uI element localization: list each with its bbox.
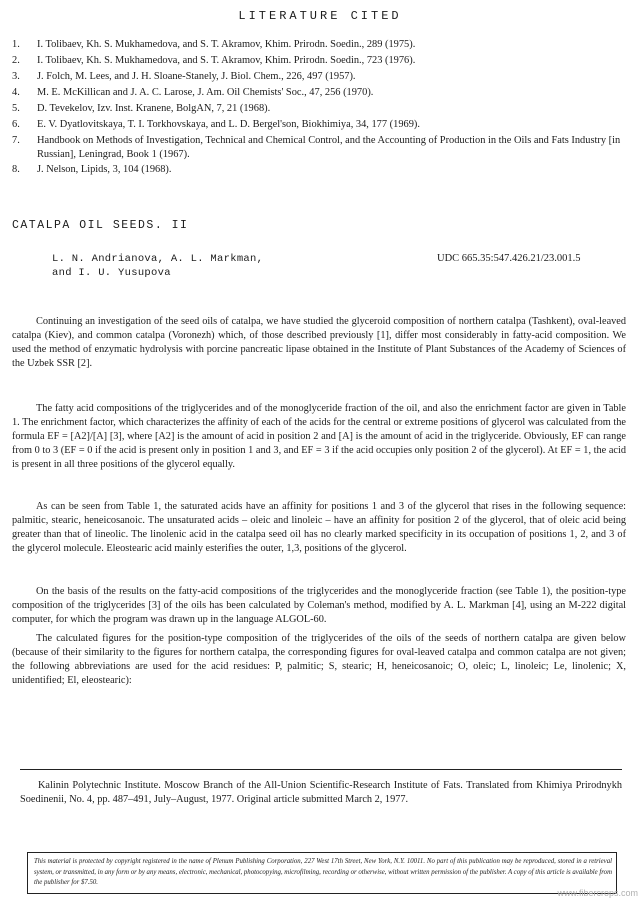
reference-number: 8. <box>12 164 20 175</box>
authors <box>52 252 263 280</box>
reference-item <box>12 134 627 161</box>
body-paragraph: Continuing an investigation of the seed oils of catalpa, we have studied the glyceroid composition of northern catalpa (Tashkent), oval-leaved catalpa (Kiev), and common catalpa (Voronezh) which, of those described previously [1], differ most considerably in fatty-acid composition. We used the method of enzymatic hydrolysis with porcine pancreatic lipase obtained in the Institute of Plant Substances of the Academy of Sciences of the Uzbek SSR [2]. <box>12 316 626 369</box>
reference-text: Handbook on Methods of Investigation, Technical and Chemical Control, and the Accounting of Production in the Oils and Fats Industry [in Russian], Leningrad, Book 1 (1967). <box>37 135 621 160</box>
reference-text: I. Tolibaev, Kh. S. Mukhamedova, and S. T. Akramov, Khim. Prirodn. Soedin., 289 (1975). <box>37 39 416 50</box>
reference-item <box>12 118 627 132</box>
reference-item <box>12 38 627 52</box>
reference-text: D. Tevekelov, Izv. Inst. Kranene, BolgAN, 7, 21 (1968). <box>37 103 271 114</box>
reference-number: 7. <box>12 135 20 146</box>
reference-text: J. Folch, M. Lees, and J. H. Sloane-Stanely, J. Biol. Chem., 226, 497 (1957). <box>37 71 356 82</box>
reference-number: 3. <box>12 71 20 82</box>
reference-text: E. V. Dyatlovitskaya, T. I. Torkhovskaya, and L. D. Bergel'son, Biokhimiya, 34, 177 (1969). <box>37 119 420 130</box>
reference-text: J. Nelson, Lipids, 3, 104 (1968). <box>37 164 172 175</box>
article-title: CATALPA OIL SEEDS. II <box>12 219 189 232</box>
authors-line: and I. U. Yusupova <box>52 267 171 279</box>
footnote-divider <box>20 769 622 770</box>
footnote: Kalinin Polytechnic Institute. Moscow Branch of the All-Union Scientific-Research Institute of Fats. Translated from Khimiya Prirodnykh Soedinenii, No. 4, pp. 487–491, July–August, 1977. Original article submitted March 2, 1977. <box>20 780 622 805</box>
body-paragraph: The fatty acid compositions of the triglycerides and of the monoglyceride fraction of the oil, and also the enrichment factor are given in Table 1. The enrichment factor, which characterizes the affinity of each of the acids for the central or extreme positions of glycerol was calculated from the formula EF = [A2]/[A] [3], where [A2] is the amount of acid in position 2 and [A] is the amount of acid in the triglyceride. Obviously, EF can range from 0 to 3 (EF = 0 if the acid is present only in position 1 and 3, and EF = 3 if the acid occupies only position 2 of the glycerol). At EF = 1, the acid is present in all three positions of the glycerol equally. <box>12 403 626 470</box>
reference-item <box>12 102 627 116</box>
reference-text: I. Tolibaev, Kh. S. Mukhamedova, and S. T. Akramov, Khim. Prirodn. Soedin., 723 (1976). <box>37 55 416 66</box>
reference-text: M. E. McKillican and J. A. C. Larose, J. Am. Oil Chemists' Soc., 47, 256 (1970). <box>37 87 374 98</box>
body-paragraph: The calculated figures for the position-type composition of the triglycerides of the oils of the seeds of northern catalpa are given below (because of their similarity to the figures for northern catalpa, the corresponding figures for oval-leaved catalpa and common catalpa are not given; the following abbreviations are used for the acid residues: P, palmitic; S, stearic; H, heneicosanoic; O, oleic; L, linoleic; Le, linolenic; X, unidentified; El, eleostearic): <box>12 633 626 686</box>
copyright-notice: This material is protected by copyright registered in the name of Plenum Publishing Corporation, 227 West 17th Street, New York, N.Y. 10011. No part of this publication may be reproduced, stored in a retrieval system, or transmitted, in any form or by any means, electronic, mechanical, photocopying, microfilming, recording or otherwise, without written permission of the publisher. A copy of this article is available from the publisher for $7.50. <box>34 858 612 886</box>
reference-number: 5. <box>12 103 20 114</box>
literature-cited-heading: LITERATURE CITED <box>238 9 402 23</box>
reference-item <box>12 54 627 68</box>
reference-number: 1. <box>12 39 20 50</box>
reference-item <box>12 163 627 177</box>
body-paragraph: As can be seen from Table 1, the saturated acids have an affinity for positions 1 and 3 of the glycerol that rises in the following sequence: palmitic, stearic, heneicosanoic. The unsaturated acids – oleic and linoleic – have an affinity for position 2 of the glycerol, that of oleic acid being greater than that of lineolic. The linolenic acid in the catalpa seed oil has no clearly marked specificity in its occupation of positions 1, 2, and 3 of the glycerol molecule. Eleostearic acid mainly esterifies the outer, 1,3, positions of the glycerol. <box>12 501 626 554</box>
reference-item <box>12 70 627 84</box>
reference-number: 6. <box>12 119 20 130</box>
authors-line: L. N. Andrianova, A. L. Markman, <box>52 253 264 265</box>
reference-number: 2. <box>12 55 20 66</box>
reference-number: 4. <box>12 87 20 98</box>
udc-code: UDC 665.35:547.426.21/23.001.5 <box>437 253 581 264</box>
body-paragraph: On the basis of the results on the fatty-acid compositions of the triglycerides and the monoglyceride fraction (see Table 1), the position-type composition of the triglycerides [3] of the oils has been calculated by Coleman's method, modified by A. L. Markman [4], using an M-222 digital computer, for which the program was drawn up in the language ALGOL-60. <box>12 586 626 625</box>
copyright-notice-box <box>27 852 617 894</box>
reference-item <box>12 86 627 100</box>
watermark-text: www.fibercrops.com <box>557 888 638 898</box>
